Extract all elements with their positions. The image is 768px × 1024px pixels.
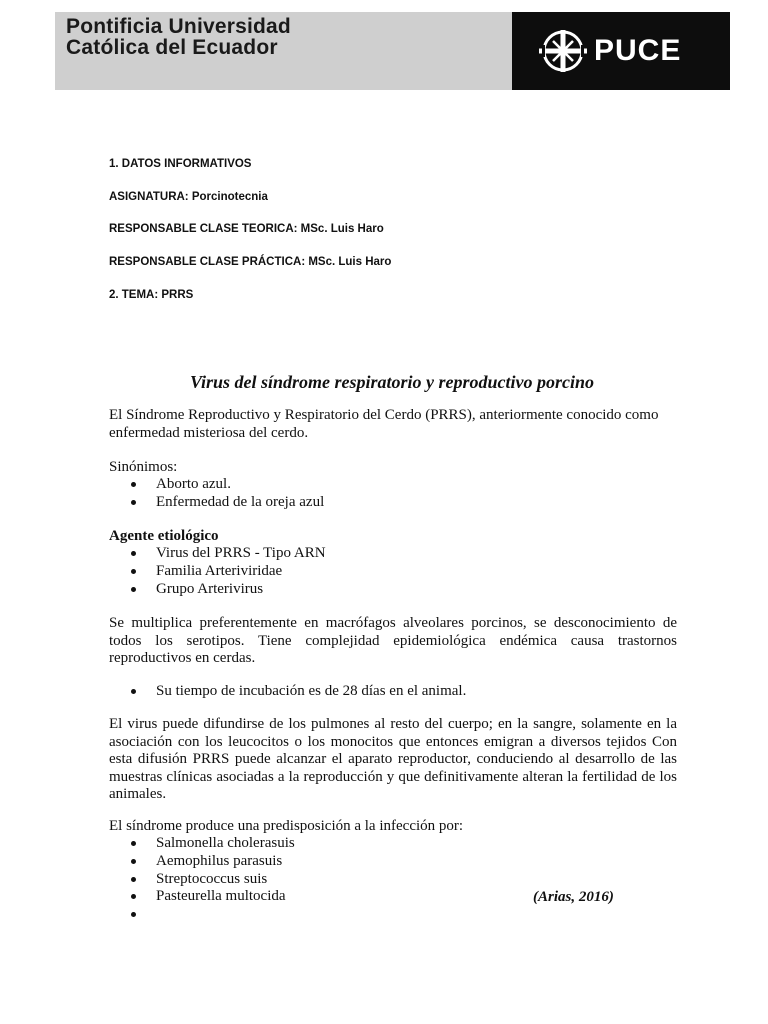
puce-logo (512, 12, 730, 90)
list-item: Salmonella cholerasuis (109, 835, 295, 853)
multiplicacion-paragraph: Se multiplica preferentemente en macrófagos alveolares porcinos, se desconocimiento de todos los serotipos. Tiene complejidad epidemiológica endémica causa trastornos reproductivos en cerdas. (109, 615, 677, 666)
document-title: Virus del síndrome respiratorio y reproductivo porcino (189, 372, 595, 392)
agente-etiologico-heading: Agente etiológico (109, 528, 219, 544)
responsable-practica-line: RESPONSABLE CLASE PRÁCTICA: MSc. Luis Haro (109, 256, 392, 268)
agente-list (109, 545, 326, 598)
header-banner (55, 12, 730, 90)
list-item: Aemophilus parasuis (109, 853, 295, 871)
citation: (Arias, 2016) (533, 889, 614, 905)
list-item: Grupo Arterivirus (109, 581, 326, 599)
predisposicion-label: El síndrome produce una predisposición a la infección por: (109, 818, 464, 834)
list-item: Su tiempo de incubación es de 28 días en el animal. (109, 683, 466, 701)
list-item: Aborto azul. (109, 476, 324, 494)
university-name-line1: Pontificia Universidad (66, 15, 291, 38)
list-item: Virus del PRRS - Tipo ARN (109, 545, 326, 563)
list-item: Familia Arteriviridae (109, 563, 326, 581)
tema-line: 2. TEMA: PRRS (109, 289, 194, 301)
responsable-teorica-line: RESPONSABLE CLASE TEORICA: MSc. Luis Haro (109, 223, 384, 235)
incubacion-list (109, 683, 466, 701)
section-datos-informativos: 1. DATOS INFORMATIVOS (109, 158, 252, 170)
asignatura-line: ASIGNATURA: Porcinotecnia (109, 191, 268, 203)
list-item (109, 906, 295, 924)
list-item: Streptococcus suis (109, 871, 295, 889)
infecciones-list (109, 835, 295, 924)
university-name-line2: Católica del Ecuador (66, 36, 278, 59)
intro-paragraph: El Síndrome Reproductivo y Respiratorio del Cerdo (PRRS), anteriormente conocido como enfermedad misteriosa del cerdo. (109, 407, 659, 441)
difusion-paragraph: El virus puede difundirse de los pulmones al resto del cuerpo; en la sangre, solamente en la asociación con los leucocitos o los monocitos que entonces emigran a diversos tejidos Con esta difusión PRRS puede alcanzar el aparato reproductor, conduciendo al desarrollo de las muestras clínicas asociadas a la reproducción y que definitivamente alteran la fertilidad de los animales. (109, 716, 677, 802)
puce-logo-text: PUCE (594, 34, 682, 67)
university-name (66, 16, 291, 58)
list-item: Pasteurella multocida (109, 888, 295, 906)
list-item: Enfermedad de la oreja azul (109, 494, 324, 512)
puce-cross-emblem-icon (539, 29, 587, 73)
sinonimos-list (109, 476, 324, 512)
sinonimos-label: Sinónimos: (109, 459, 178, 475)
